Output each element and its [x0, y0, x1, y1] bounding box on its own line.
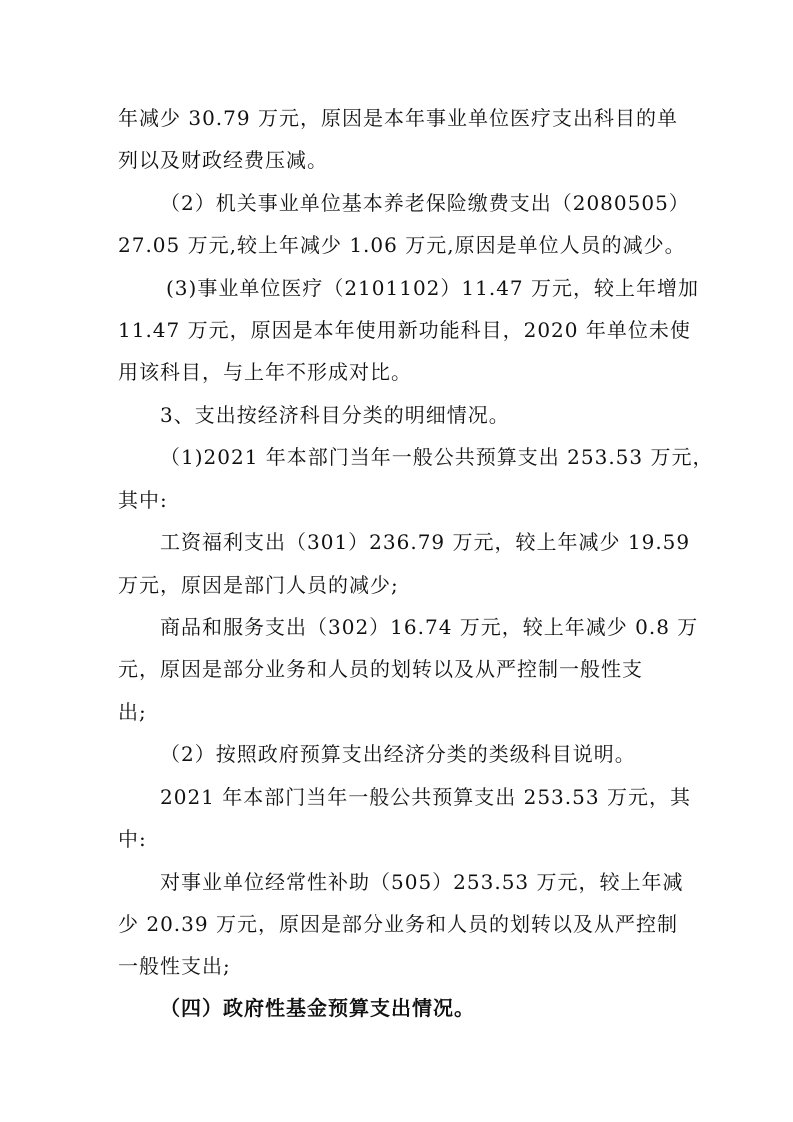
text-line-3: （2）机关事业单位基本养老保险缴费支出（2080505） [160, 191, 690, 215]
text-line-8: 3、支出按经济科目分类的明细情况。 [160, 403, 510, 427]
text-line-10: 其中: [118, 488, 168, 512]
text-line-15: 出; [118, 700, 147, 724]
section-heading-government-fund-budget: （四）政府性基金预算支出情况。 [160, 996, 475, 1020]
text-line-13: 商品和服务支出（302）16.74 万元，较上年减少 0.8 万 [160, 615, 699, 639]
text-line-12: 万元，原因是部门人员的减少; [118, 573, 399, 597]
text-line-11: 工资福利支出（301）236.79 万元，较上年减少 19.59 [160, 530, 691, 554]
text-line-16: （2）按照政府预算支出经济分类的类级科目说明。 [160, 742, 636, 766]
text-line-17: 2021 年本部门当年一般公共预算支出 253.53 万元，其 [160, 785, 691, 809]
text-line-21: 一般性支出; [118, 954, 231, 978]
text-line-4: 27.05 万元,较上年减少 1.06 万元,原因是单位人员的减少。 [118, 233, 686, 257]
text-line-5: (3)事业单位医疗（2101102）11.47 万元，较上年增加 [166, 276, 700, 300]
text-line-14: 元，原因是部分业务和人员的划转以及从严控制一般性支 [118, 657, 643, 681]
text-line-6: 11.47 万元，原因是本年使用新功能科目，2020 年单位未使 [118, 318, 691, 342]
text-line-2: 列以及财政经费压减。 [118, 148, 328, 172]
text-line-20: 少 20.39 万元，原因是部分业务和人员的划转以及从严控制 [118, 912, 678, 936]
text-line-7: 用该科目，与上年不形成对比。 [118, 360, 412, 384]
text-line-18: 中: [118, 827, 147, 851]
text-line-1: 年减少 30.79 万元，原因是本年事业单位医疗支出科目的单 [118, 106, 678, 130]
text-line-19: 对事业单位经常性补助（505）253.53 万元，较上年减 [160, 870, 684, 894]
text-line-9: （1)2021 年本部门当年一般公共预算支出 253.53 万元， [160, 445, 714, 469]
